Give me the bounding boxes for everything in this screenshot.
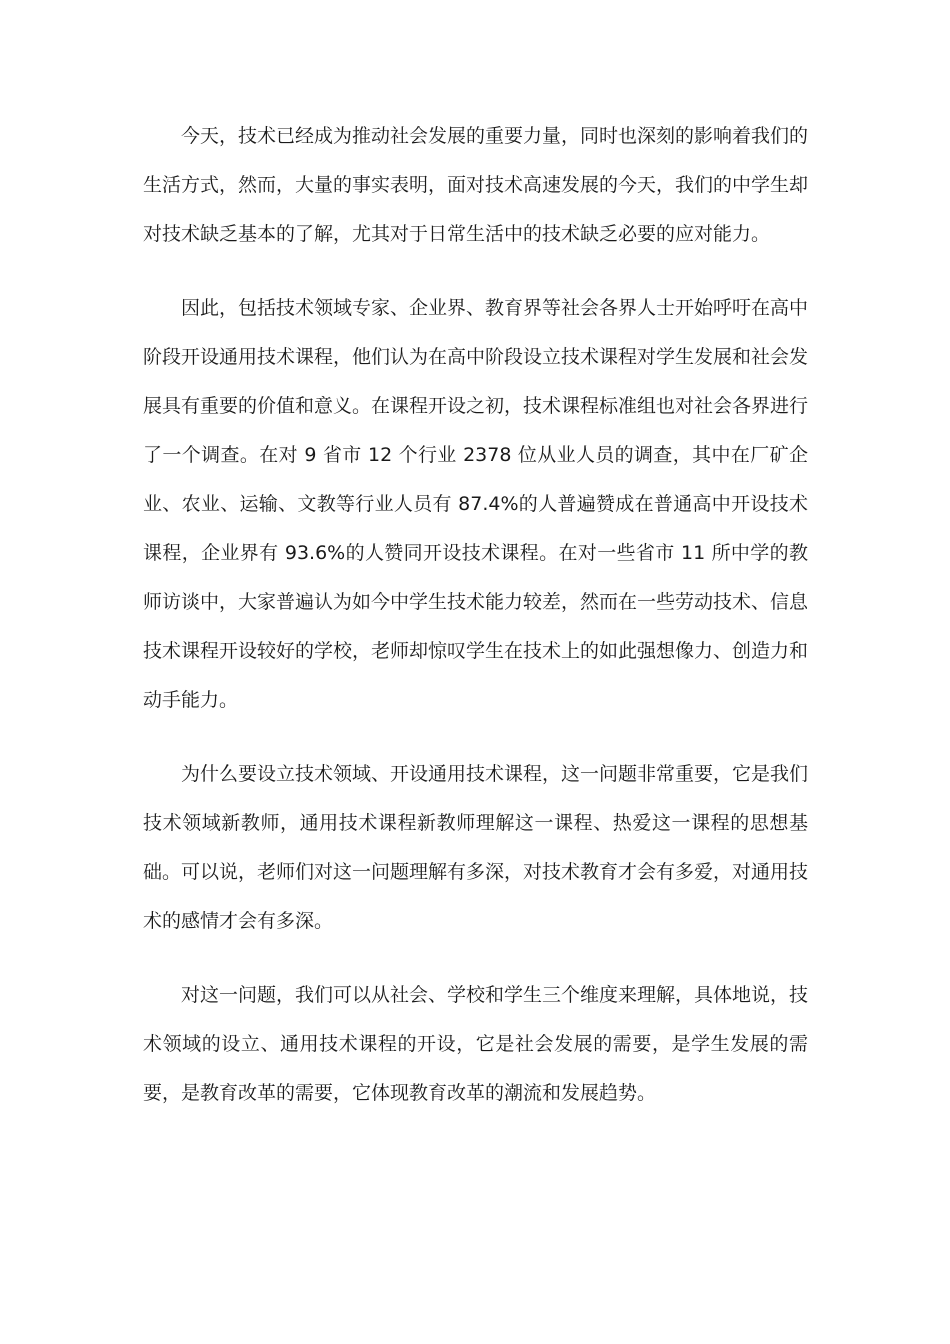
paragraph-3: 为什么要设立技术领域、开设通用技术课程，这一问题非常重要，它是我们技术领域新教师，通用技术课程新教师理解这一课程、热爱这一课程的思想基础。可以说，老师们对这一问题理解有多深，对技术教育才会有多爱，对通用技术的感情才会有多深。 xyxy=(143,763,809,932)
paragraph-4: 对这一问题，我们可以从社会、学校和学生三个维度来理解，具体地说，技术领域的设立、通用技术课程的开设，它是社会发展的需要，是学生发展的需要，是教育改革的需要，它体现教育改革的潮流和发展趋势。 xyxy=(143,984,809,1104)
paragraph-2: 因此，包括技术领域专家、企业界、教育界等社会各界人士开始呼吁在高中阶段开设通用技术课程，他们认为在高中阶段设立技术课程对学生发展和社会发展具有重要的价值和意义。在课程开设之初，技术课程标准组也对社会各界进行了一个调查。在对 9 省市 12 个行业 2378 位从业人员的调查，其中在厂矿企业、农业、运输、文教等行业人员有 87.4%的人普遍赞成在普通高中开设技术课程，企业界有 93.6%的人赞同开设技术课程。在对一些省市 11 所中学的教师访谈中，大家普遍认为如今中学生技术能力较差，然而在一些劳动技术、信息技术课程开设较好的学校，老师却惊叹学生在技术上的如此强想像力、创造力和动手能力。 xyxy=(143,297,809,711)
paragraph-1: 今天，技术已经成为推动社会发展的重要力量，同时也深刻的影响着我们的生活方式，然而，大量的事实表明，面对技术高速发展的今天，我们的中学生却对技术缺乏基本的了解，尤其对于日常生活中的技术缺乏必要的应对能力。 xyxy=(143,125,809,245)
document-body xyxy=(143,112,808,1143)
